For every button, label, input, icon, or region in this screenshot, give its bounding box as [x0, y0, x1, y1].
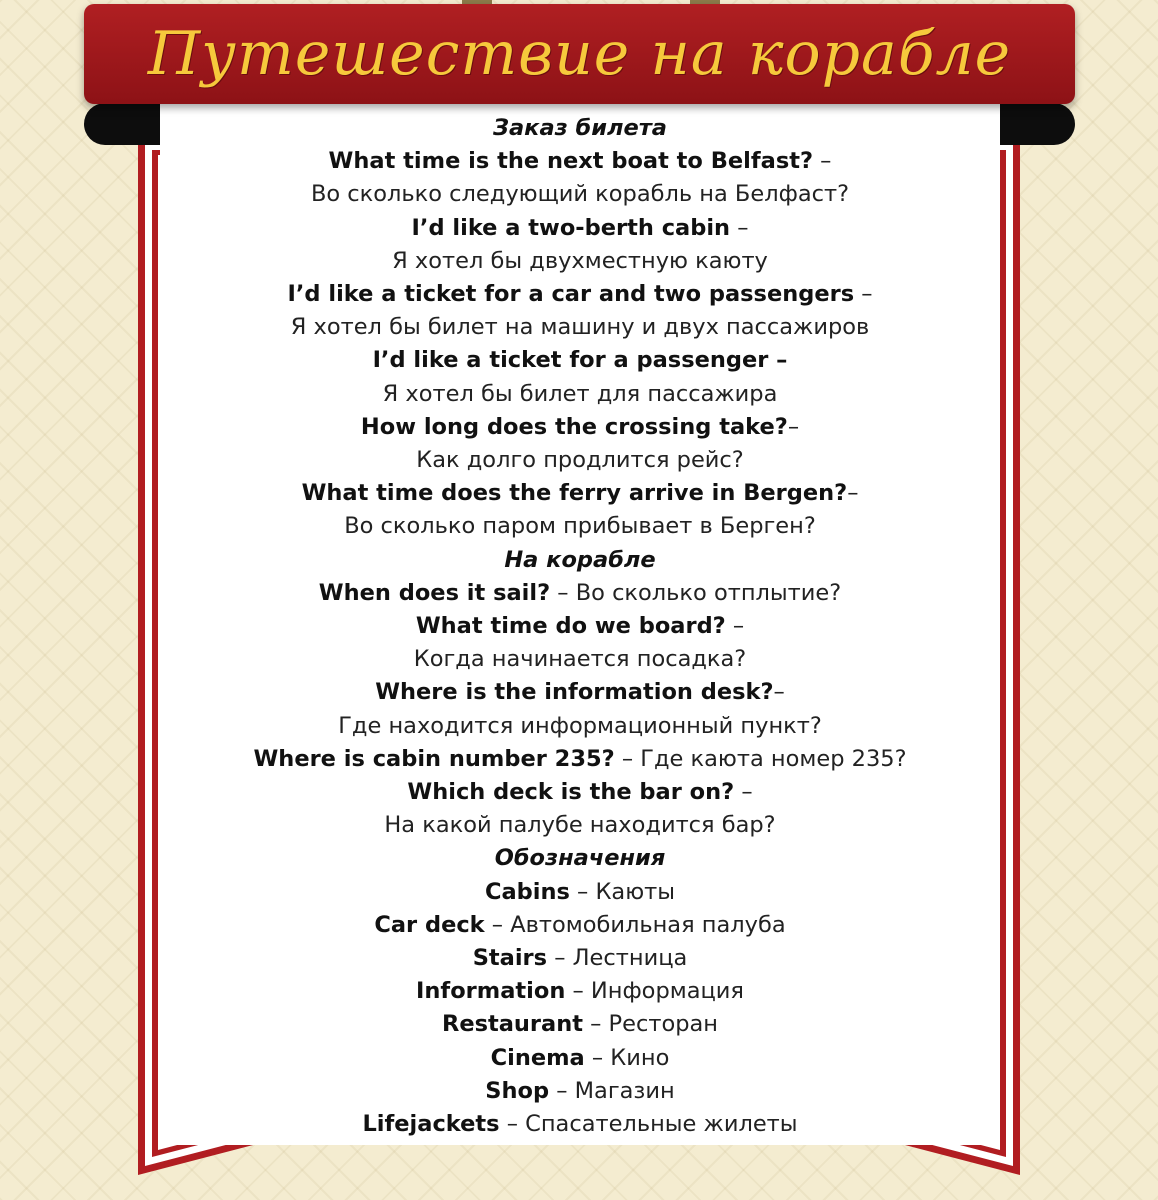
phrase-line	[160, 610, 1000, 643]
russian-phrase: – Лестница	[547, 945, 688, 972]
translation-line: На какой палубе находится бар?	[384, 812, 776, 839]
english-phrase: Information	[416, 978, 566, 1005]
english-phrase: Shop	[485, 1077, 550, 1104]
russian-phrase: – Магазин	[549, 1077, 675, 1104]
phrase-line	[160, 577, 1000, 610]
english-phrase: Cinema	[490, 1044, 585, 1071]
russian-phrase: – Автомобильная палуба	[484, 911, 786, 938]
phrase-line	[160, 477, 1000, 510]
russian-phrase: – Во сколько отплытие?	[550, 579, 842, 606]
section-heading: На корабле	[504, 546, 656, 573]
phrase-line	[160, 344, 1000, 377]
phrase-line	[160, 212, 1000, 245]
russian-phrase: – Ресторан	[583, 1011, 718, 1038]
english-phrase: Restaurant	[442, 1011, 583, 1038]
russian-phrase: –	[734, 779, 753, 806]
phrase-line	[160, 743, 1000, 776]
phrase-line	[160, 909, 1000, 942]
title-banner	[84, 4, 1075, 104]
translation-line: Я хотел бы билет для пассажира	[382, 380, 778, 407]
english-phrase: Car deck	[374, 911, 485, 938]
english-phrase: I’d like a ticket for a passenger –	[372, 347, 788, 374]
phrase-line	[160, 876, 1000, 909]
phrase-line	[160, 1008, 1000, 1041]
russian-phrase: –	[725, 613, 745, 640]
russian-phrase: –	[813, 148, 832, 175]
english-phrase: I’d like a ticket for a car and two passengers	[287, 281, 855, 308]
russian-phrase: –	[730, 214, 749, 241]
phrase-line	[160, 278, 1000, 311]
english-phrase: Cabins	[484, 878, 570, 905]
english-phrase: What time is the next boat to Belfast?	[328, 148, 814, 175]
english-phrase: Where is the information desk?	[375, 679, 774, 706]
russian-phrase: –	[854, 281, 873, 308]
translation-line: Где находится информационный пункт?	[338, 712, 822, 739]
english-phrase: How long does the crossing take?	[360, 413, 788, 440]
translation-line: Как долго продлится рейс?	[416, 447, 744, 474]
russian-phrase: – Где каюта номер 235?	[614, 745, 907, 772]
english-phrase: Which deck is the bar on?	[407, 779, 735, 806]
english-phrase: When does it sail?	[318, 579, 551, 606]
russian-phrase: –	[847, 480, 859, 507]
english-phrase: Lifejackets	[362, 1111, 500, 1138]
page-title: Путешествие на корабле	[147, 19, 1012, 89]
translation-line: Во сколько паром прибывает в Берген?	[344, 513, 816, 540]
section-heading: Заказ билета	[493, 115, 667, 141]
phrase-line	[160, 145, 1000, 178]
phrase-line	[160, 1075, 1000, 1108]
russian-phrase: –	[773, 679, 785, 706]
russian-phrase: – Спасательные жилеты	[499, 1111, 798, 1138]
russian-phrase: –	[787, 413, 800, 440]
russian-phrase: – Каюты	[569, 878, 676, 905]
phrase-line	[160, 776, 1000, 809]
phrase-line	[160, 1042, 1000, 1075]
phrase-line	[160, 1108, 1000, 1141]
english-phrase: What time do we board?	[415, 613, 726, 640]
phrase-line	[160, 411, 1000, 444]
english-phrase: Stairs	[472, 945, 548, 972]
phrase-line	[160, 676, 1000, 709]
english-phrase: Where is cabin number 235?	[253, 745, 615, 772]
russian-phrase: – Кино	[584, 1044, 670, 1071]
russian-phrase: – Информация	[565, 978, 744, 1005]
translation-line: Я хотел бы двухместную каюту	[392, 247, 768, 274]
phrase-line	[160, 975, 1000, 1008]
phrase-line	[160, 942, 1000, 975]
section-heading: Обозначения	[494, 845, 666, 872]
english-phrase: What time does the ferry arrive in Bergen?	[301, 480, 848, 507]
translation-line: Я хотел бы билет на машину и двух пассажиров	[290, 314, 870, 341]
translation-line: Во сколько следующий корабль на Белфаст?	[310, 181, 850, 208]
english-phrase: I’d like a two-berth cabin	[411, 214, 731, 241]
phrase-list	[160, 112, 1000, 1141]
translation-line: Когда начинается посадка?	[413, 646, 747, 673]
